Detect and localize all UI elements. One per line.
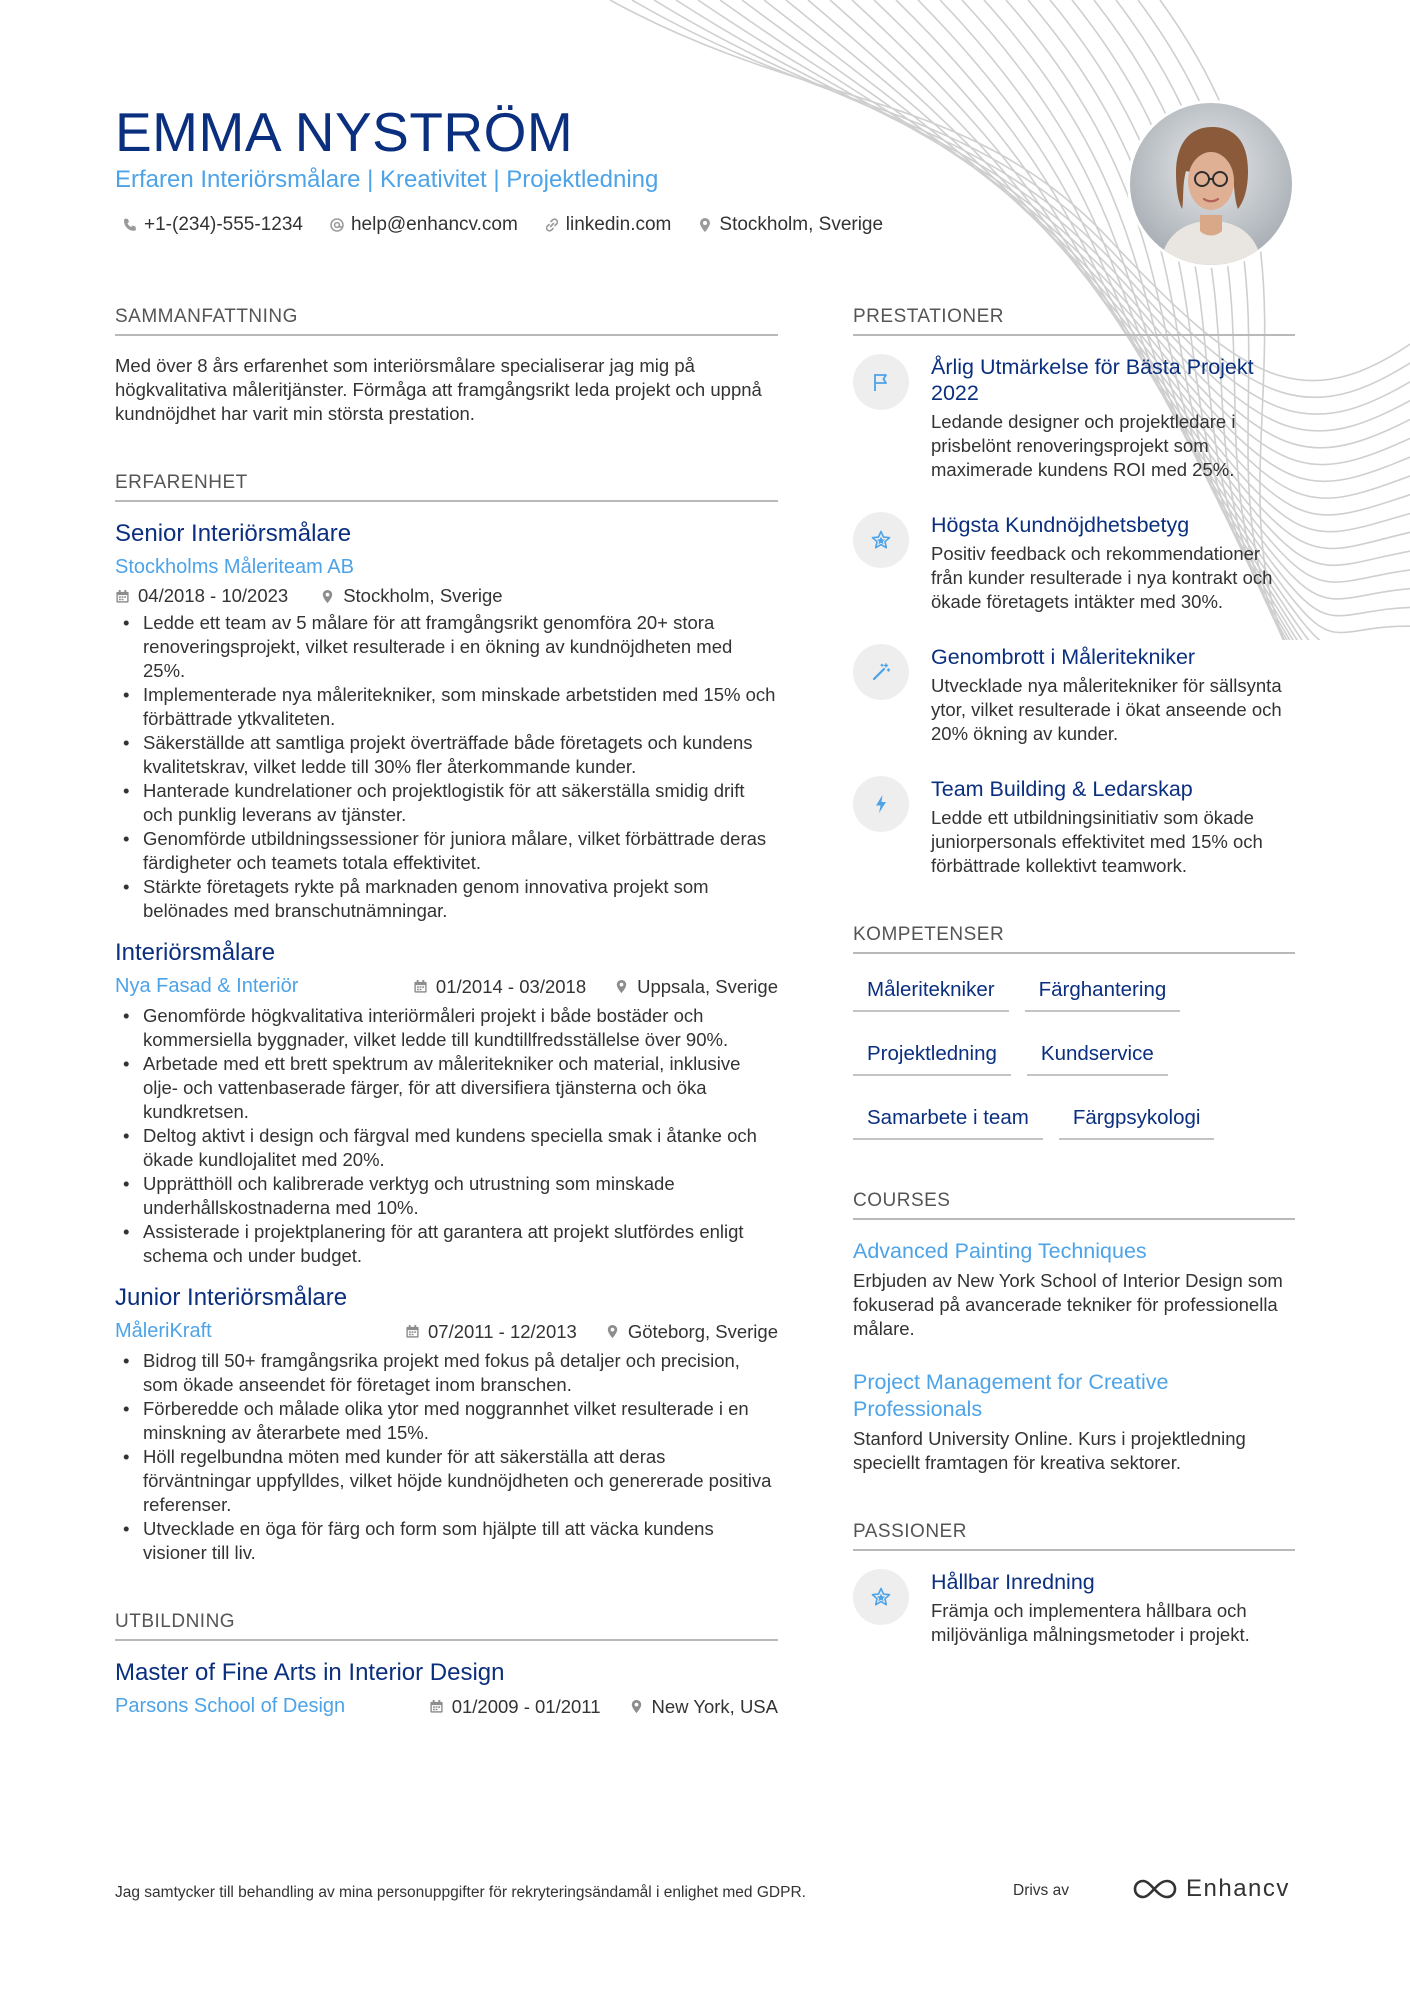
job-meta-row xyxy=(115,1320,778,1343)
education-dates-location xyxy=(429,1696,778,1718)
profile-photo xyxy=(1130,103,1292,265)
flag-icon xyxy=(870,371,892,393)
job-entry xyxy=(115,520,778,923)
location-pin-icon xyxy=(697,217,713,233)
course-item xyxy=(853,1238,1295,1341)
calendar-icon xyxy=(405,1324,420,1339)
location-pin-icon xyxy=(614,979,629,994)
list-item: • Deltog aktivt i design och färgval med kundens speciella smak i åtanke och ökade kundlojalitet med 20%. xyxy=(115,1124,778,1172)
lightning-icon xyxy=(870,793,892,815)
job-meta-row xyxy=(115,975,778,998)
job-title: Junior Interiörsmålare xyxy=(115,1284,348,1311)
calendar-icon xyxy=(413,979,428,994)
contact-email[interactable] xyxy=(329,214,518,236)
list-item: • Genomförde utbildningssessioner för juniora målare, vilket förbättrade deras färdigheter och teamets totala effektivitet. xyxy=(115,827,778,875)
skill-tag: Färghantering xyxy=(1025,972,1181,1012)
location-pin-icon xyxy=(605,1324,620,1339)
job-dates-location xyxy=(405,1321,778,1343)
courses-heading: COURSES xyxy=(853,1190,1295,1220)
calendar-icon xyxy=(115,589,130,604)
star-icon xyxy=(870,529,892,551)
list-item: • Förberedde och målade olika ytor med noggrannhet vilket resulterade i en minskning av återarbete med 15%. xyxy=(115,1397,778,1445)
job-dates-location xyxy=(413,976,778,998)
location-pin-icon xyxy=(629,1699,644,1714)
job-title: Interiörsmålare xyxy=(115,939,276,966)
job-bullets xyxy=(115,1004,778,1268)
job-location: Göteborg, Sverige xyxy=(627,1320,778,1342)
job-bullets xyxy=(115,611,778,923)
job-meta-row xyxy=(115,556,778,579)
phone-text: +1-(234)-555-1234 xyxy=(144,214,303,235)
achievement-title: Årlig Utmärkelse för Bästa Projekt 2022 xyxy=(931,355,1254,405)
job-dates: 04/2018 - 10/2023 xyxy=(138,585,289,606)
skill-tag: Projektledning xyxy=(853,1036,1011,1076)
at-icon xyxy=(329,217,345,233)
list-item: • Upprätthöll och kalibrerade verktyg och utrustning som minskade underhållskostnaderna med 10%. xyxy=(115,1172,778,1220)
skill-tag: Samarbete i team xyxy=(853,1100,1043,1140)
list-item: • Säkerställde att samtliga projekt överträffade både företagets och kundens kvalitetskrav, vilket ledde till 30% fler återkommande kunder. xyxy=(115,731,778,779)
contact-location xyxy=(697,214,883,236)
skill-tag: Färgpsykologi xyxy=(1059,1100,1215,1140)
star-icon xyxy=(870,1586,892,1608)
course-description: Erbjuden av New York School of Interior Design som fokuserad på avancerade tekniker för professionella målare. xyxy=(853,1270,1283,1339)
list-item: • Assisterade i projektplanering för att garantera att projekt slutfördes enligt schema och under budget. xyxy=(115,1220,778,1268)
powered-by-label: Drivs av xyxy=(1013,1882,1069,1899)
experience-heading: ERFARENHET xyxy=(115,472,778,502)
phone-icon xyxy=(122,217,138,233)
education-meta-row xyxy=(115,1695,778,1718)
passion-title: Hållbar Inredning xyxy=(931,1570,1095,1594)
job-dates: 01/2014 - 03/2018 xyxy=(435,975,587,997)
skill-tag: Måleritekniker xyxy=(853,972,1009,1012)
achievement-title: Högsta Kundnöjdhetsbetyg xyxy=(931,513,1190,537)
achievement-description: Utvecklade nya måleritekniker för sällsynta ytor, vilket resulterade i ökat anseende och 20% ökning av kunder. xyxy=(931,675,1282,744)
achievements-heading: PRESTATIONER xyxy=(853,306,1295,336)
contact-linkedin[interactable] xyxy=(544,214,672,236)
course-title: Project Management for Creative Professionals xyxy=(853,1370,1169,1421)
job-bullets xyxy=(115,1349,778,1565)
course-title: Advanced Painting Techniques xyxy=(853,1239,1147,1263)
enhancv-logo[interactable] xyxy=(1132,1875,1290,1903)
education-heading: UTBILDNING xyxy=(115,1611,778,1641)
passions-heading: PASSIONER xyxy=(853,1521,1295,1551)
achievement-title: Team Building & Ledarskap xyxy=(931,777,1193,801)
company-name: MåleriKraft xyxy=(115,1320,212,1342)
list-item: • Höll regelbundna möten med kunder för att säkerställa att deras förväntningar uppfylldes, vilket höjde kundnöjdheten och genererade positiva referenser. xyxy=(115,1445,778,1517)
education-entry xyxy=(115,1659,778,1718)
achievement-item xyxy=(853,512,1295,614)
job-entry xyxy=(115,1284,778,1565)
list-item: • Bidrog till 50+ framgångsrika projekt med fokus på detaljer och precision, som ökade anseendet för företaget inom branschen. xyxy=(115,1349,778,1397)
passion-description: Främja och implementera hållbara och miljövänliga målningsmetoder i projekt. xyxy=(931,1600,1250,1645)
list-item: • Implementerade nya måleritekniker, som minskade arbetstiden med 15% och förbättrade ytkvaliteten. xyxy=(115,683,778,731)
skill-tag: Kundservice xyxy=(1027,1036,1168,1076)
course-description: Stanford University Online. Kurs i projektledning speciellt framtagen för kreativa sektorer. xyxy=(853,1428,1246,1473)
list-item: • Hanterade kundrelationer och projektlogistik för att säkerställa smidig drift och punklig leverans av tjänster. xyxy=(115,779,778,827)
magic-wand-icon xyxy=(870,661,892,683)
candidate-name: EMMA NYSTRÖM xyxy=(115,101,574,163)
job-title: Senior Interiörsmålare xyxy=(115,520,352,547)
right-column xyxy=(853,306,1295,1677)
passion-item xyxy=(853,1569,1295,1647)
list-item: • Ledde ett team av 5 målare för att framgångsrikt genomföra 20+ stora renoveringsprojekt, vilket resulterade i en ökning av kundnöjdheten med 25%. xyxy=(115,611,778,683)
job-dates-location xyxy=(115,585,778,607)
left-column xyxy=(115,306,778,1724)
contact-row xyxy=(122,214,883,236)
link-icon xyxy=(544,217,560,233)
brand-name: Enhancv xyxy=(1186,1875,1290,1902)
list-item: • Arbetade med ett brett spektrum av måleritekniker och material, inklusive olje- och vattenbaserade färger, för att diversifiera tjänsterna och öka kundkretsen. xyxy=(115,1052,778,1124)
education-location: New York, USA xyxy=(651,1695,778,1717)
gdpr-consent: Jag samtycker till behandling av mina personuppgifter för rekryteringsändamål i enlighet med GDPR. xyxy=(115,1884,806,1901)
list-item: • Genomförde högkvalitativa interiörmåleri projekt i både bostäder och kommersiella byggnader, vilket ledde till kundtillfredsställelse över 90%. xyxy=(115,1004,778,1052)
email-text: help@enhancv.com xyxy=(350,214,518,235)
course-item xyxy=(853,1369,1295,1475)
location-text: Stockholm, Sverige xyxy=(719,214,884,235)
job-dates: 07/2011 - 12/2013 xyxy=(428,1320,577,1342)
avatar xyxy=(1130,103,1292,265)
job-location: Uppsala, Sverige xyxy=(637,975,778,997)
achievement-description: Ledde ett utbildningsinitiativ som ökade juniorpersonals effektivitet med 15% och förbättrade kollektivt teamwork. xyxy=(931,807,1263,876)
company-name: Nya Fasad & Interiör xyxy=(115,975,299,997)
achievement-item xyxy=(853,644,1295,746)
summary-heading: SAMMANFATTNING xyxy=(115,306,778,336)
summary-text: Med över 8 års erfarenhet som interiörsmålare specialiserar jag mig på högkvalitativa måleritjänster. Förmåga att framgångsrikt leda projekt och uppnå kundnöjdhet har varit min största prestation. xyxy=(115,355,762,424)
company-name: Stockholms Måleriteam AB xyxy=(115,556,354,578)
calendar-icon xyxy=(429,1699,444,1714)
achievement-title: Genombrott i Måleritekniker xyxy=(931,645,1196,669)
achievement-item xyxy=(853,776,1295,878)
list-item: • Stärkte företagets rykte på marknaden genom innovativa projekt som belönades med branschutnämningar. xyxy=(115,875,778,923)
infinity-logo-icon xyxy=(1132,1876,1178,1902)
skills-list xyxy=(853,972,1293,1140)
job-entry xyxy=(115,939,778,1268)
education-dates: 01/2009 - 01/2011 xyxy=(451,1695,601,1717)
skills-heading: KOMPETENSER xyxy=(853,924,1295,954)
school-name: Parsons School of Design xyxy=(115,1695,346,1717)
linkedin-text: linkedin.com xyxy=(565,214,672,235)
achievement-item xyxy=(853,354,1295,482)
contact-phone[interactable] xyxy=(122,214,303,236)
achievement-description: Positiv feedback och rekommendationer från kunder resulterade i nya kontrakt och ökade företagets intäkter med 30%. xyxy=(931,543,1273,612)
achievement-description: Ledande designer och projektledare i prisbelönt renoveringsprojekt som maximerade kundens ROI med 25%. xyxy=(931,411,1236,480)
location-pin-icon xyxy=(320,589,335,604)
list-item: • Utvecklade en öga för färg och form som hjälpte till att väcka kundens visioner till liv. xyxy=(115,1517,778,1565)
candidate-tagline: Erfaren Interiörsmålare | Kreativitet | Projektledning xyxy=(115,166,659,193)
job-location: Stockholm, Sverige xyxy=(343,585,503,606)
degree-title: Master of Fine Arts in Interior Design xyxy=(115,1659,505,1686)
